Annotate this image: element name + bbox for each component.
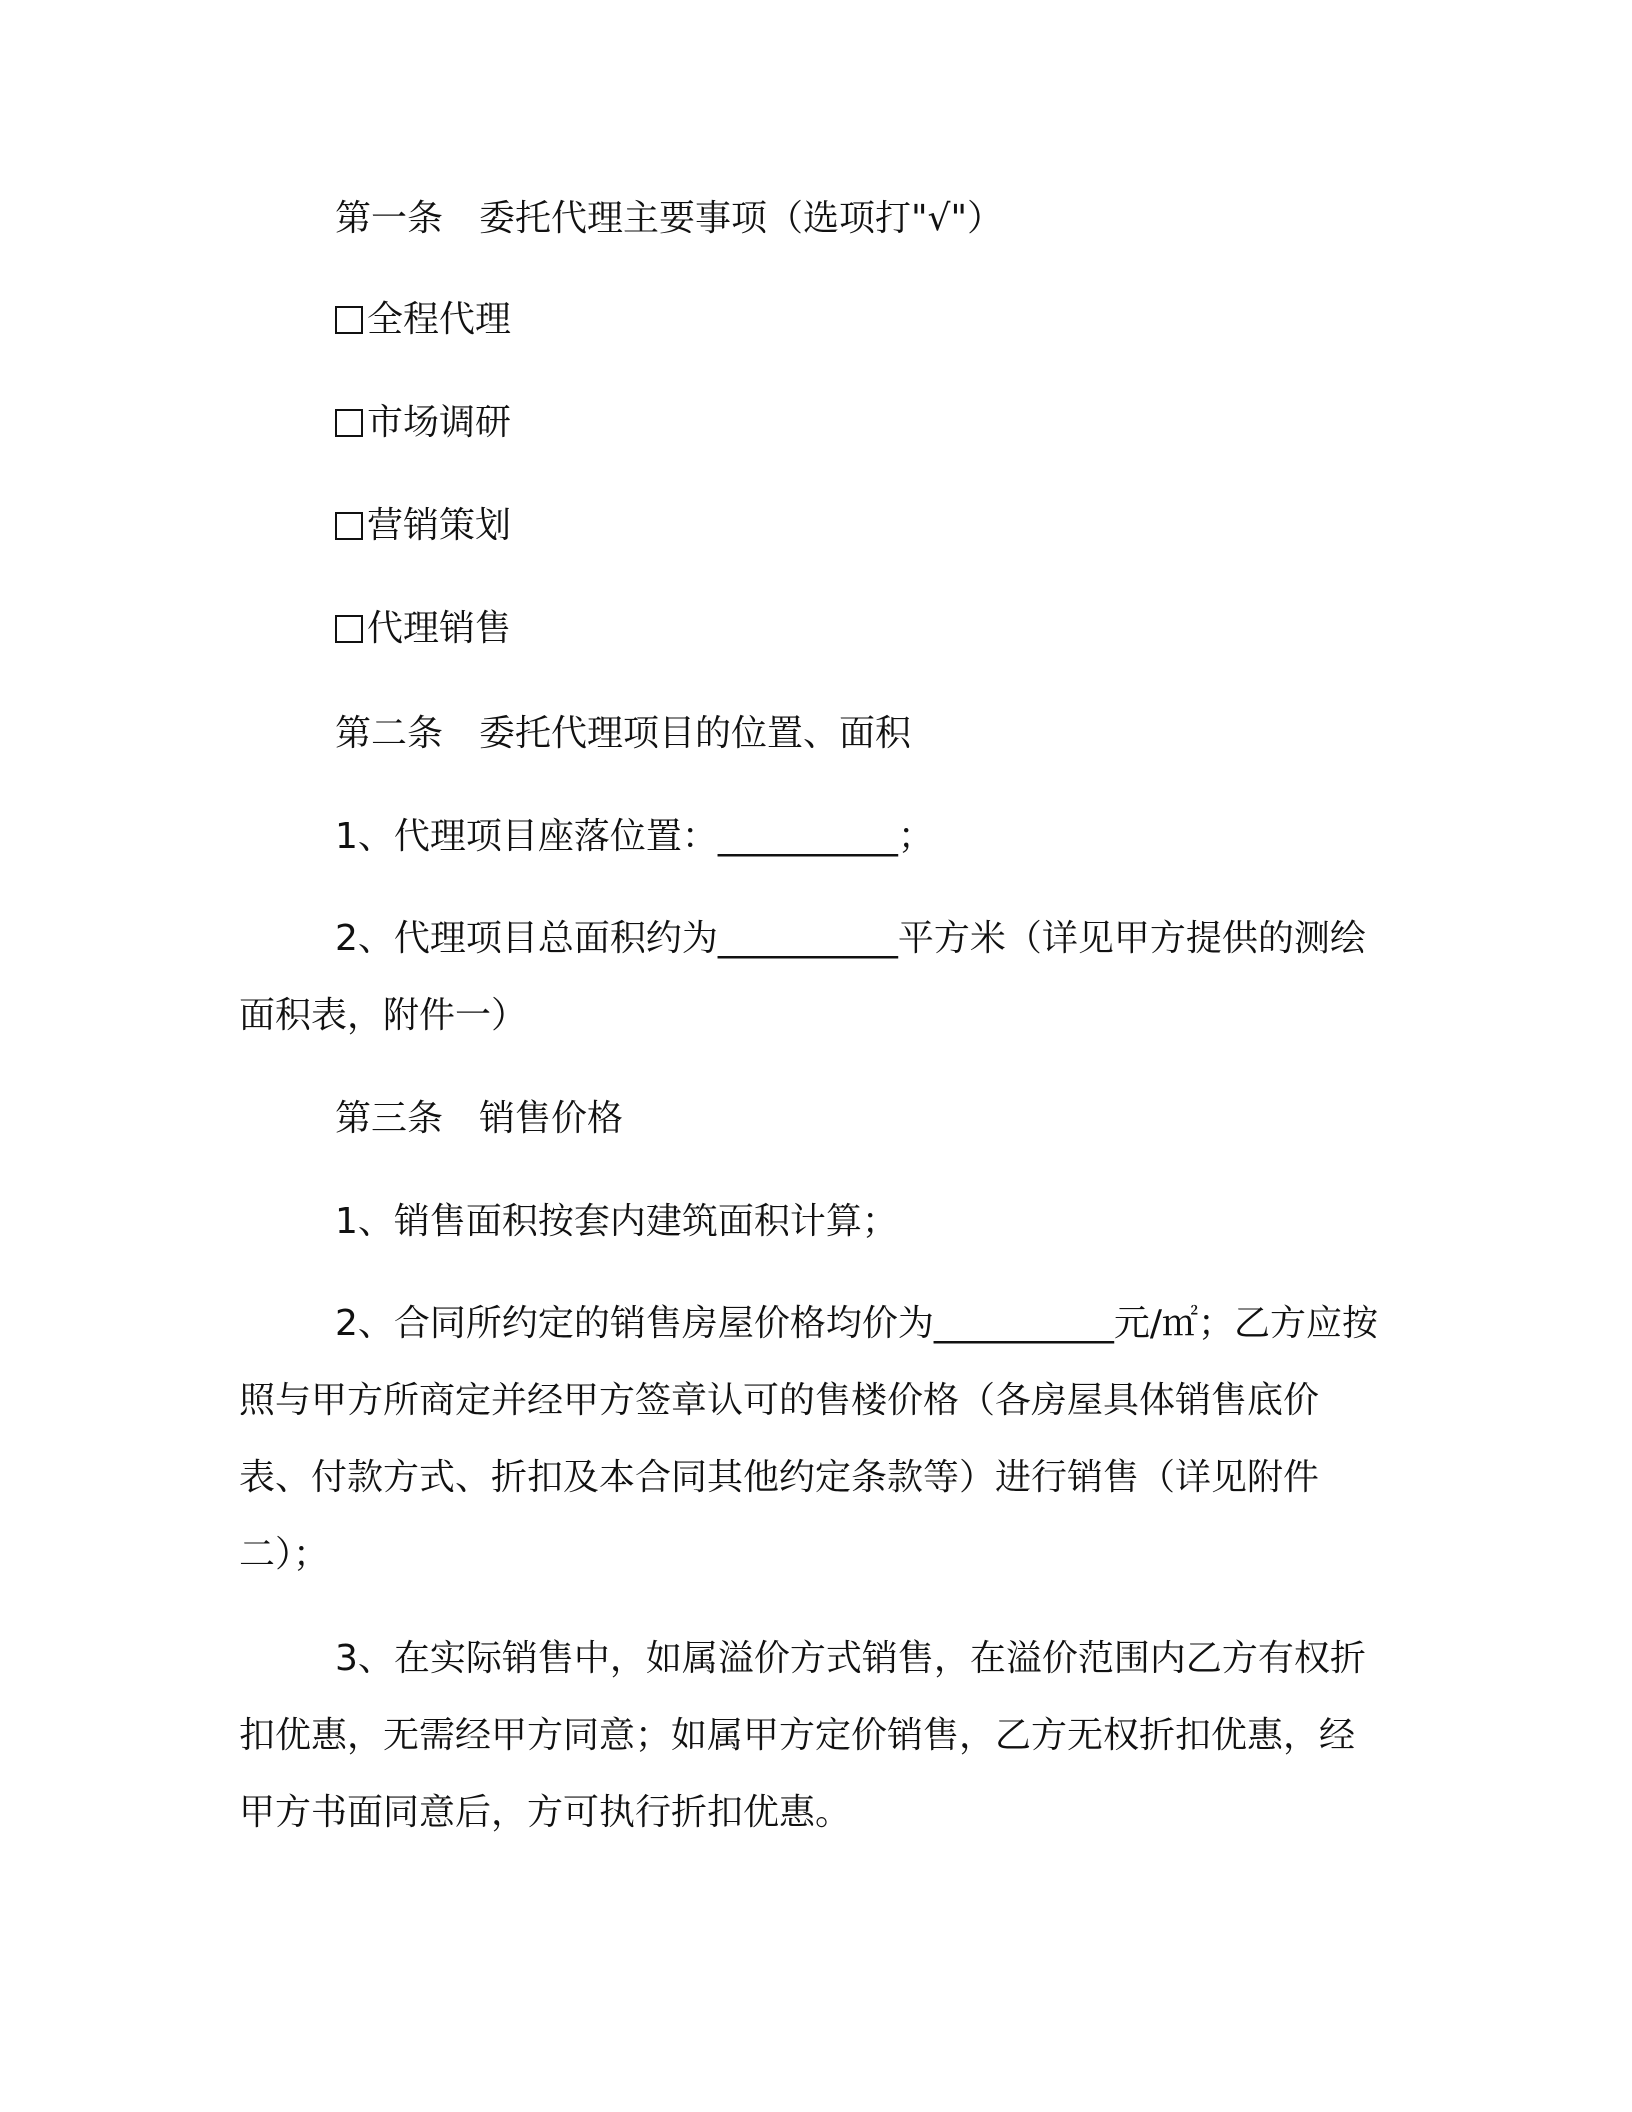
checkbox-icon[interactable] bbox=[335, 512, 363, 540]
article3-item1: 1、销售面积按套内建筑面积计算； bbox=[335, 1201, 898, 1242]
option-market-research[interactable] bbox=[335, 393, 511, 453]
option-full-agency[interactable] bbox=[335, 290, 511, 350]
article3-item2: 2、合同所约定的销售房屋价格均价为__________元/㎡；乙方应按照与甲方所商定并经甲方签章认可的售楼价格（各房屋具体销售底价表、付款方式、折扣及本合同其他约定条款等）进行销售（详见附件二）； bbox=[239, 1303, 1379, 1575]
article2-heading: 第二条 委托代理项目的位置、面积 bbox=[335, 713, 912, 754]
option-marketing-planning[interactable] bbox=[335, 496, 511, 556]
option-label: 代理销售 bbox=[367, 608, 512, 649]
option-agency-sales[interactable] bbox=[335, 599, 511, 659]
option-label: 市场调研 bbox=[367, 402, 512, 443]
checkbox-icon[interactable] bbox=[335, 615, 363, 643]
article2-item2: 2、代理项目总面积约为__________平方米（详见甲方提供的测绘面积表，附件一） bbox=[239, 918, 1366, 1036]
article3-item3: 3、在实际销售中，如属溢价方式销售，在溢价范围内乙方有权折扣优惠，无需经甲方同意；如属甲方定价销售，乙方无权折扣优惠，经甲方书面同意后，方可执行折扣优惠。 bbox=[239, 1638, 1366, 1833]
article3-heading: 第三条 销售价格 bbox=[335, 1098, 624, 1139]
checkbox-icon[interactable] bbox=[335, 306, 363, 334]
article2-item1: 1、代理项目座落位置：__________； bbox=[335, 816, 934, 857]
checkbox-icon[interactable] bbox=[335, 409, 363, 437]
article1-heading: 第一条 委托代理主要事项（选项打"√"） bbox=[335, 198, 1004, 239]
option-label: 营销策划 bbox=[367, 505, 512, 546]
option-label: 全程代理 bbox=[367, 299, 512, 340]
